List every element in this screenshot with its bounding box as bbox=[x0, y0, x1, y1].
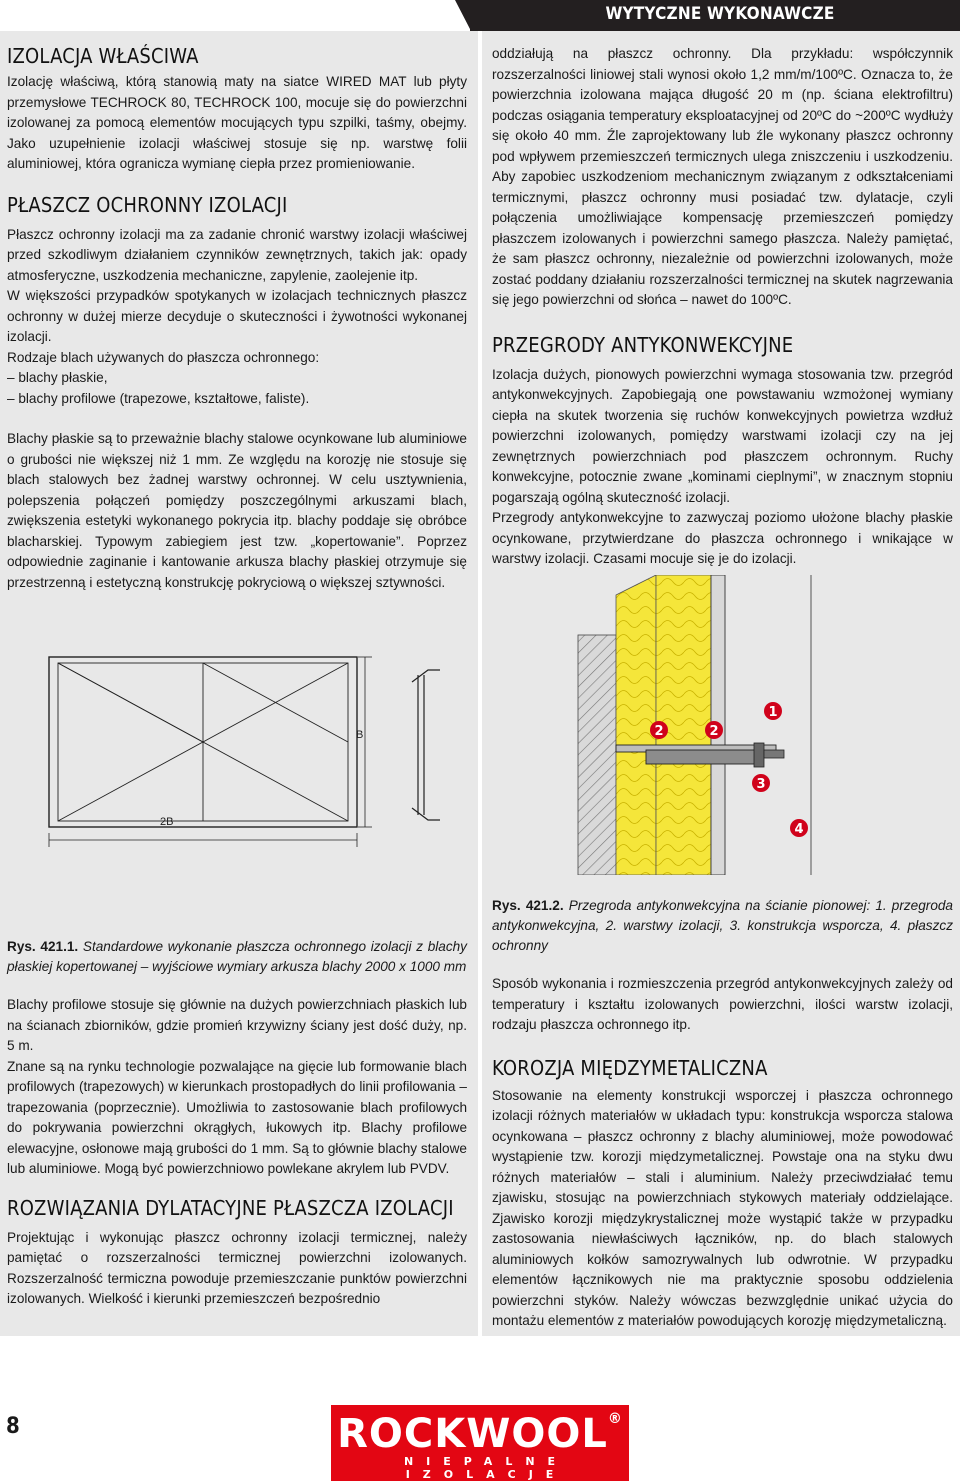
right-column-top bbox=[492, 44, 953, 570]
support-structure bbox=[646, 750, 756, 764]
bolt-head bbox=[754, 743, 764, 767]
bolt bbox=[764, 750, 784, 758]
list-item: – blachy płaskie, bbox=[7, 370, 108, 385]
figure-antikonvection-barrier bbox=[486, 575, 956, 875]
figure-caption-2 bbox=[492, 896, 953, 956]
paragraph: Sposób wykonania i rozmieszczenia przegród antykonwekcyjnych zależy od temperatury i kształtu izolowanych powierzchni, ilości warstw izolacji, rodzaju płaszcza ochronnego itp. bbox=[492, 976, 953, 1032]
left-column-top bbox=[7, 44, 467, 593]
heading-rozwiazania-dylatacyjne: ROZWIĄZANIA DYLATACYJNE PŁASZCZA IZOLACJI bbox=[7, 1195, 454, 1220]
heading-przegrody-antykonwekcyjne: PRZEGRODY ANTYKONWEKCYJNE bbox=[492, 332, 794, 357]
caption-number: Rys. 421.2. bbox=[492, 898, 564, 913]
paragraph: Izolacja dużych, pionowych powierzchni wymaga stosowania tzw. przegród antykonwekcyjnych. Zapobiegają one powstawaniu wzmożonej wymiany ciepła na skutek tworzenia się ruchów konwekcyjnych powietrza wzdłuż powierzchni izolowanych, pomiędzy warstwami izolacji czy na jej zewnętrznych powierzchniach pod płaszczem ochronnym. Ruchy konwekcyjne, potocznie zwane „kominami cieplnymi”, w znacznym stopniu pogarszają ogólną skuteczność izolacji. bbox=[492, 366, 953, 505]
caption-text: Przegroda antykonwekcyjna na ścianie pionowej: 1. przegroda antykonwekcyjna, 2. warstwy izolacji, 3. konstrukcja wsporcza, 4. płaszcz ochronny bbox=[492, 898, 953, 953]
figure-caption-1 bbox=[7, 937, 467, 977]
paragraph: Znane są na rynku technologie pozwalające na gięcie lub formowanie blach profilowych (trapezowych) w kierunkach prostopadłych do linii profilowania – trapezowania (poprzecznie). Umożliwia to zastosowanie blach profilowych do pokrywania powierzchni okrągłych, łukowych itp. Blachy profilowe elewacyjne, osłonowe mają grubości do 1 mm. Są to głównie blachy stalowe lub aluminiowe. Mogą być powierzchniowo powlekane akrylem lub PVDV. bbox=[7, 1058, 467, 1176]
marker-2a-label: 2 bbox=[654, 724, 664, 739]
marker-3 bbox=[752, 774, 770, 792]
left-column-bottom bbox=[7, 937, 467, 1310]
marker-3-label: 3 bbox=[756, 777, 766, 792]
marker-4-label: 4 bbox=[794, 822, 804, 837]
section-banner bbox=[0, 0, 960, 31]
heading-korozja-miedzymetaliczna: KOROZJA MIĘDZYMETALICZNA bbox=[492, 1055, 768, 1080]
marker-1-label: 1 bbox=[768, 705, 778, 720]
banner-notch bbox=[455, 0, 471, 31]
marker-1 bbox=[764, 702, 782, 720]
marker-2b-label: 2 bbox=[709, 724, 719, 739]
logo-registered-mark: ® bbox=[607, 1411, 623, 1427]
marker-2b bbox=[705, 721, 723, 739]
heading-izolacja-wlasciwa: IZOLACJA WŁAŚCIWA bbox=[7, 44, 199, 68]
logo-wordmark bbox=[331, 1411, 629, 1457]
caption-text: Standardowe wykonanie płaszcza ochronnego izolacji z blachy płaskiej kopertowanej – wyjściowe wymiary arkusza blachy 2000 x 1000 mm bbox=[7, 939, 467, 974]
wall bbox=[578, 635, 616, 875]
column-gutter bbox=[478, 31, 482, 1336]
marker-2a bbox=[650, 721, 668, 739]
logo-tagline: NIEPALNE IZOLACJE bbox=[403, 1455, 569, 1481]
label-2b: 2B bbox=[160, 816, 174, 828]
sheet-side-profile bbox=[412, 670, 440, 820]
paragraph: oddziałują na płaszcz ochronny. Dla przykładu: współczynnik rozszerzalności liniowej stali wynosi około 1,2 mm/m/100ºC. Oznacza to, że powierzchnia izolowana mająca długość 20 m (np. ściana elektrofiltru) podczas osiągania temperatury eksploatacyjnej od 20ºC do ~200ºC wydłuży się około 40 mm. Źle zaprojektowany lub źle wykonany płaszcz ochronny pod wpływem przemieszczeń termicznych ulega zniszczeniu i uszkodzeniu. Aby zapobiec uszkodzeniom mechanicznym związanym z odkształceniami termicznymi, płaszcz ochronny musi posiadać tzw. dylatacje, czyli połączenia umożliwiające kompensację przemieszczeń pomiędzy płaszczem izolowanych i powierzchni samego płaszcza. Należy pamiętać, że sam płaszcz ochronny, niezależnie od powierzchni izolowanych, może zostać poddany działaniu rozszerzalności termicznej na skutek nagrzewania się jego powierzchni od słońca – nawet do 100ºC. bbox=[492, 46, 953, 307]
paragraph: Rodzaje blach używanych do płaszcza ochronnego: bbox=[7, 349, 320, 365]
banner-title: WYTYCZNE WYKONAWCZE bbox=[605, 4, 835, 24]
list-item: – blachy profilowe (trapezowe, kształtowe, faliste). bbox=[7, 390, 310, 406]
paragraph: Projektując i wykonując płaszcz ochronny izolacji termicznej, należy pamiętać o rozszerzalności termicznej powierzchni izolowanych. Rozszerzalność termiczna powoduje przemieszczanie punktów powierzchni izolowanych. Wielkość i kierunki przemieszczeń bezpośrednio bbox=[7, 1229, 467, 1306]
right-column-bottom bbox=[492, 896, 953, 1332]
rockwool-logo bbox=[331, 1405, 629, 1481]
paragraph: Blachy płaskie są to przeważnie blachy stalowe ocynkowane lub aluminiowe o grubości nie większej niż 1 mm. Ze względu na korozję nie stosuje się blach stalowych bez żadnej warstwy ochronnej. W celu usztywnienia, polepszenia połączeń pomiędzy poszczególnymi arkuszami blach, zwiększenia estetyki wykonanego pokrycia itp. blachy poddaje się obróbce blacharskiej. Typowym zabiegiem jest tzw. „kopertowanie”. Poprzez odpowiednie zaginanie i kantowanie arkusza blachy płaskiej otrzymuje się przestrzenną i estetyczną konstrukcję pokryciową o większej sztywności. bbox=[7, 431, 467, 590]
paragraph: Stosowanie na elementy konstrukcji wsporczej i płaszcza ochronnego izolacji różnych materiałów w układach typu: konstrukcja wsporcza stalowa ocynkowana – płaszcz ochronny z blachy aluminiowej, może powodować wystąpienie tzw. korozji międzymetalicznej. Powstaje ona na styku dwu różnych materiałów – stali i aluminium. Należy przeciwdziałać temu zjawisku, stosując na powierzchniach stykowych materiały oddzielające. Zjawisko korozji międzykrystalicznej może wystąpić także w przypadku zastosowania niewłaściwych łączników, np. do blach stalowych aluminiowych kołków samozrywalnych lub odwrotnie. W przypadku elementów łącznikowych nie ma praktycznie sposobu oddzielenia powierzchni styków. Należy wówczas bezwzględnie unikać użycia do montażu elementów z materiałów powodujących korozję międzymetaliczną. bbox=[492, 1087, 953, 1328]
paragraph: Izolację właściwą, którą stanowią maty na siatce WIRED MAT lub płyty przemysłowe TECHROCK 80, TECHROCK 100, mocuje się do powierzchni izolowanej za pomocą elementów mocujących typu szpilki, taśmy, obejmy. Jako uzupełnienie izolacji właściwej stosuje się np. warstwę folii aluminiowej, która ogranicza wymianę ciepła przez promieniowanie. bbox=[7, 74, 467, 171]
figure-envelope-sheet bbox=[0, 640, 470, 900]
fold-line bbox=[58, 663, 203, 742]
paragraph: Przegrody antykonwekcyjne to zazwyczaj poziomo ułożone blachy płaskie ocynkowane, przytwierdzane do płaszcza ochronnego i wnikające w warstwy izolacji. Czasami mocuje się je do izolacji. bbox=[492, 510, 953, 566]
paragraph: W większości przypadków spotykanych w izolacjach technicznych płaszcz ochronny w dużej mierze decyduje o skuteczności i żywotności wykonanej izolacji. bbox=[7, 288, 467, 344]
label-b: B bbox=[356, 729, 364, 741]
marker-4 bbox=[790, 819, 808, 837]
logo-name: ROCKWOOL bbox=[337, 1411, 608, 1457]
paragraph: Blachy profilowe stosuje się głównie na dużych powierzchniach płaskich lub na ścianach zbiorników, gdzie promień krzywizny ściany jest dość duży, np. 5 m. bbox=[7, 997, 467, 1053]
heading-plaszcz-ochronny: PŁASZCZ OCHRONNY IZOLACJI bbox=[7, 192, 288, 217]
insulation-layer-1 bbox=[616, 575, 656, 875]
paragraph: Płaszcz ochronny izolacji ma za zadanie chronić warstwy izolacji właściwej przed szkodliwym działaniem czynników zewnętrznych, takich jak: opady atmosferyczne, uszkodzenia mechaniczne, zapylenie, zaolejenie itp. bbox=[7, 226, 467, 283]
caption-number: Rys. 421.1. bbox=[7, 939, 79, 954]
page-number: 8 bbox=[6, 1414, 20, 1439]
